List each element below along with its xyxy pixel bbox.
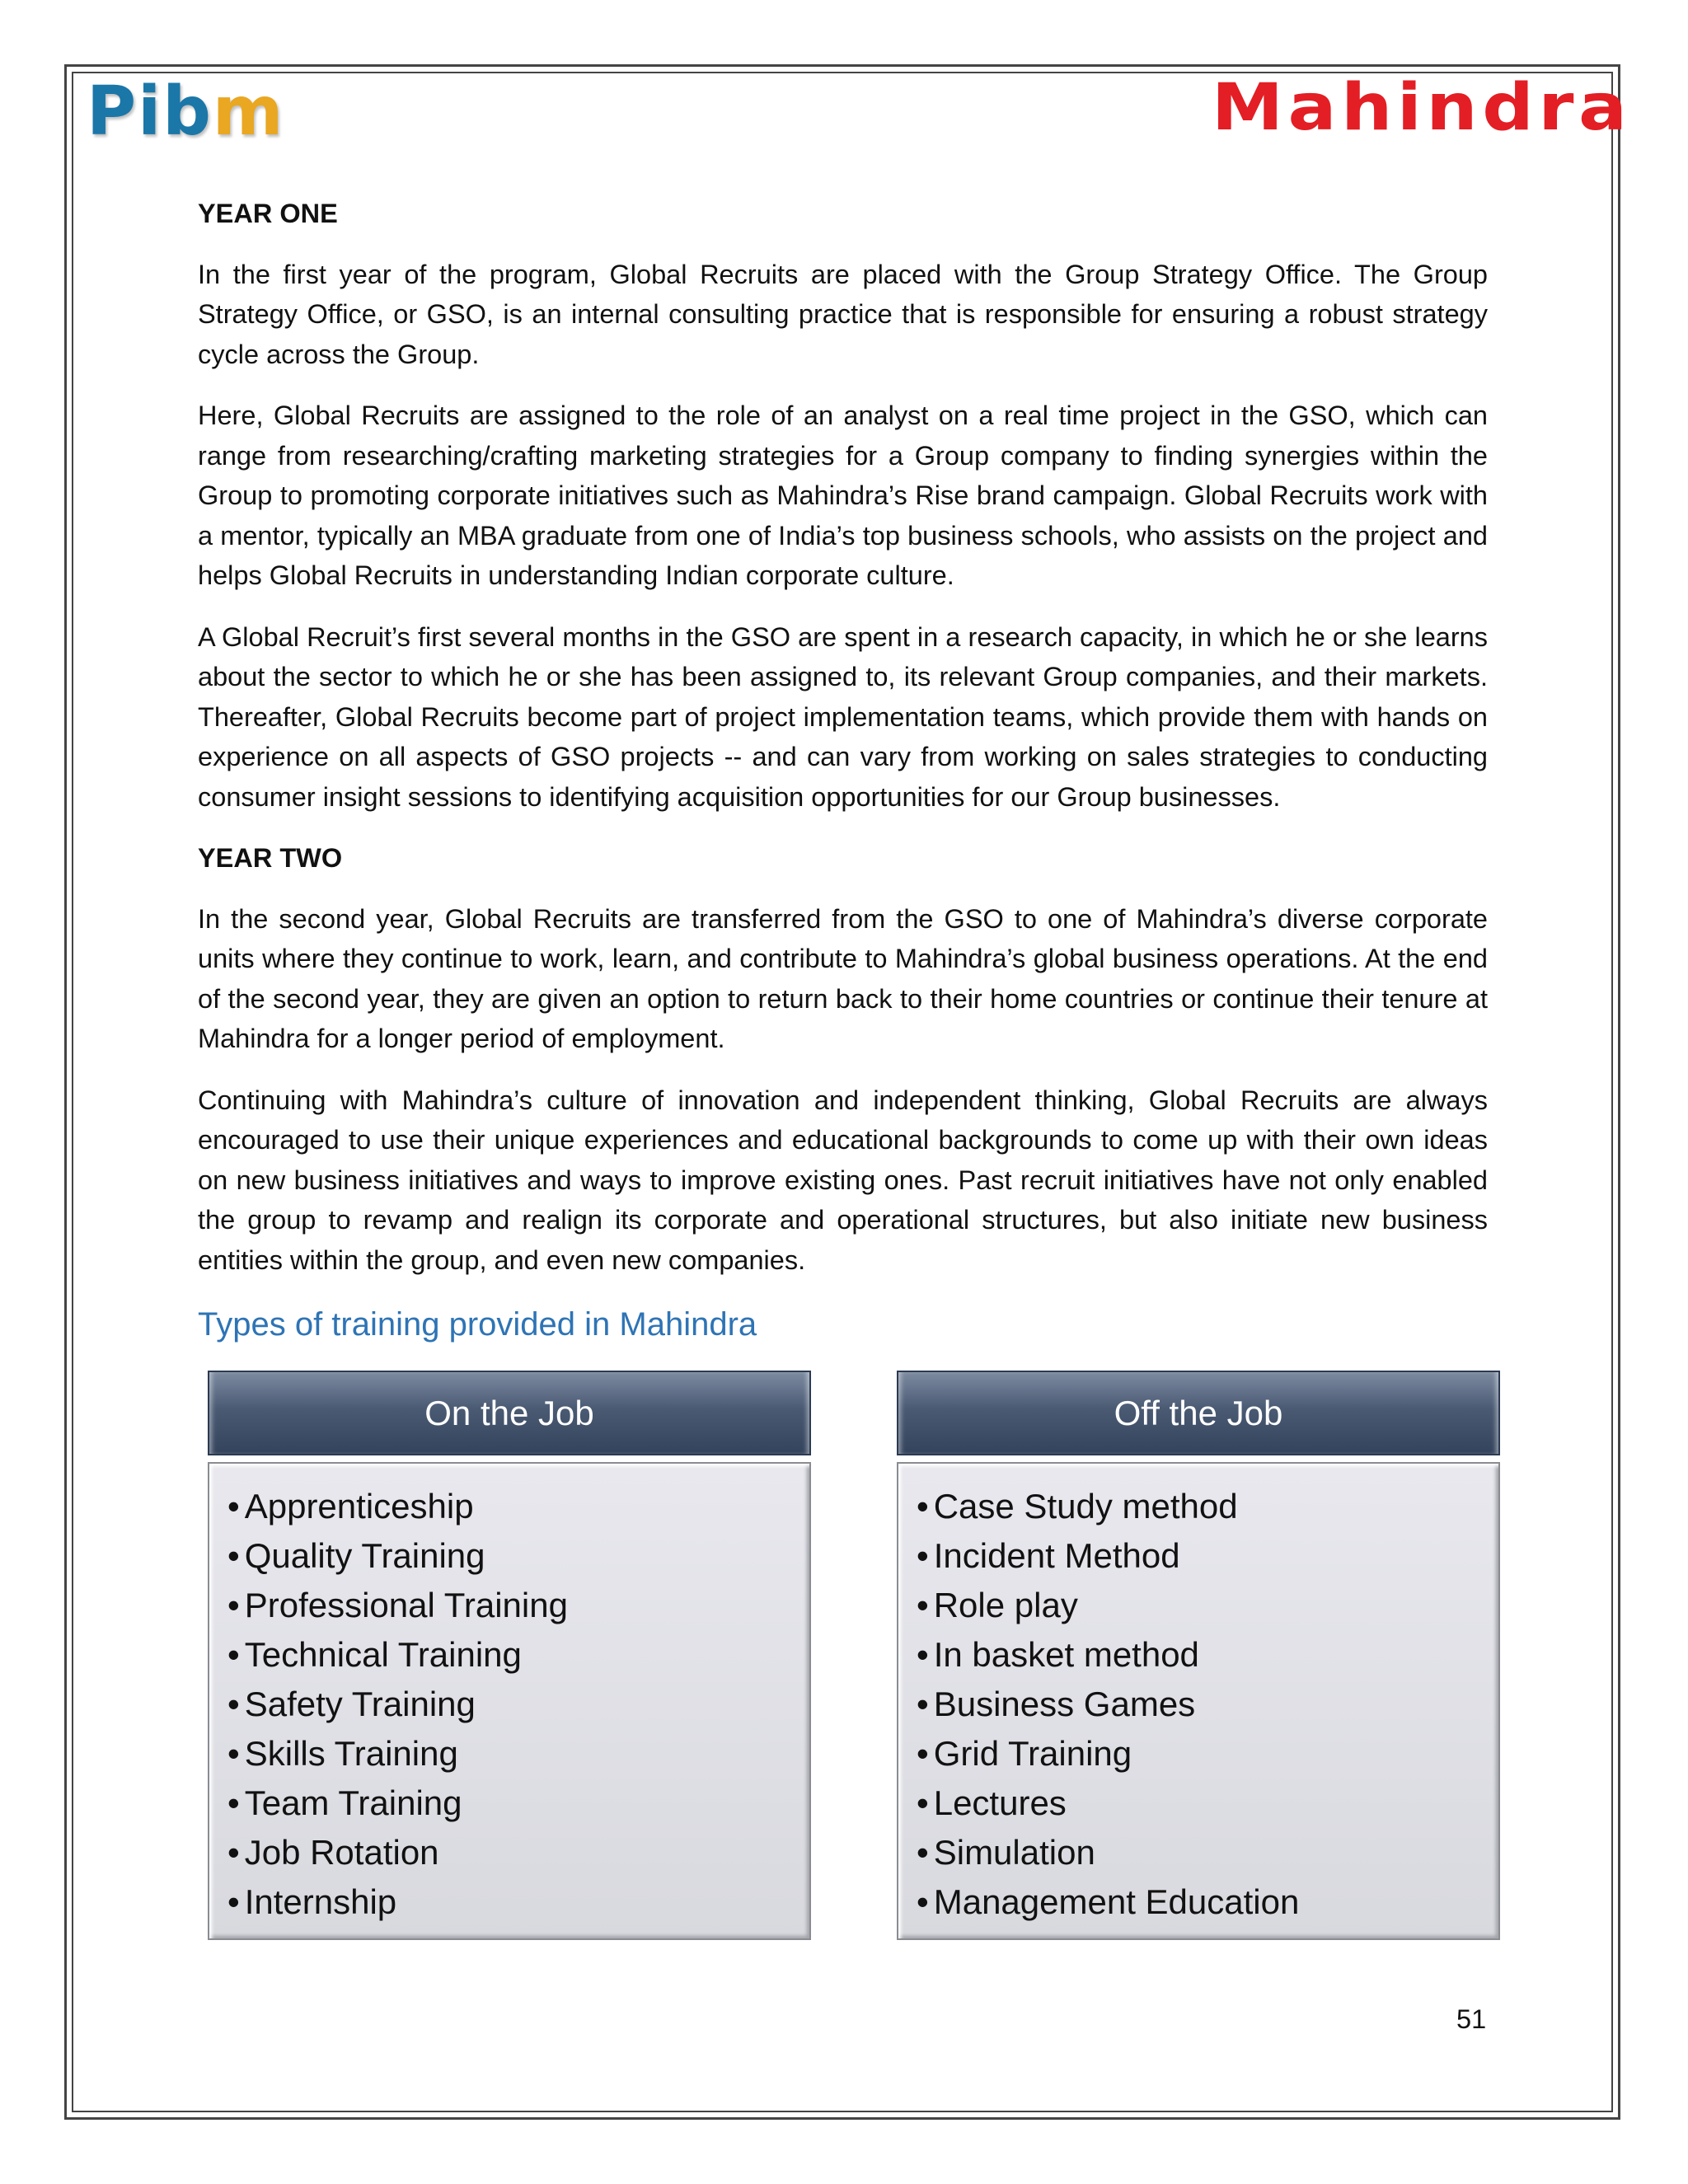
pibm-logo-text-part2: m (212, 73, 285, 151)
list-item: • Technical Training (227, 1635, 522, 1674)
list-item: • Role play (917, 1586, 1078, 1624)
on-the-job-header: On the Job (208, 1371, 811, 1455)
year-one-paragraph-2: Here, Global Recruits are assigned to the role of an analyst on a real time project in the GSO, which can range from researching/crafting marketing strategies for a Group company to finding synergies within the Group to promoting corporate initiatives such as Mahindra’s Rise brand campaign. Global Recruits work with a mentor, typically an MBA graduate from one of India’s top business schools, who assists on the project and helps Global Recruits in understanding Indian corporate culture. (198, 401, 1488, 590)
pibm-logo (87, 73, 285, 151)
on-the-job-box (208, 1371, 811, 1940)
list-item: • Professional Training (227, 1586, 568, 1624)
off-the-job-list (897, 1462, 1500, 1940)
list-item: • Team Training (227, 1783, 462, 1822)
off-the-job-header: Off the Job (897, 1371, 1500, 1455)
list-item: • Management Education (917, 1882, 1300, 1921)
pibm-logo-text-part1: Pib (87, 73, 213, 151)
list-item: • Lectures (917, 1783, 1067, 1822)
list-item: • In basket method (917, 1635, 1199, 1674)
list-item: • Internship (227, 1882, 397, 1921)
year-one-paragraph-3: A Global Recruit’s first several months in the GSO are spent in a research capacity, in which he or she learns about the sector to which he or she has been assigned to, its relevant Group companies, and their markets. Thereafter, Global Recruits become part of project implementation teams, which provide them with hands on experience on all aspects of GSO projects -- and can vary from working on sales strategies to conducting consumer insight sessions to identifying acquisition opportunities for our Group businesses. (198, 621, 1488, 812)
list-item: • Grid Training (917, 1734, 1132, 1773)
year-one-heading: YEAR ONE (198, 199, 338, 228)
year-two-paragraph-1: In the second year, Global Recruits are transferred from the GSO to one of Mahindra’s diverse corporate units where they continue to work, learn, and contribute to Mahindra’s global business operations. At the end of the second year, they are given an option to return back to their home countries or continue their tenure at Mahindra for a longer period of employment. (198, 903, 1488, 1053)
list-item: • Case Study method (917, 1487, 1238, 1526)
year-one-paragraph-1: In the first year of the program, Global Recruits are placed with the Group Strategy Office. The Group Strategy Office, or GSO, is an internal consulting practice that is responsible for ensuring a robust strategy cycle across the Group. (198, 259, 1488, 369)
list-item: • Apprenticeship (227, 1487, 474, 1526)
body-content (198, 194, 1488, 1301)
year-two-paragraph-2: Continuing with Mahindra’s culture of innovation and independent thinking, Global Recruits are always encouraged to use their unique experiences and educational backgrounds to come up with their own ideas on new business initiatives and ways to improve existing ones. Past recruit initiatives have not only enabled the group to revamp and realign its corporate and operational structures, but also initiate new business entities within the group, and even new companies. (198, 1085, 1488, 1275)
training-section-title: Types of training provided in Mahindra (198, 1306, 757, 1343)
list-item: • Skills Training (227, 1734, 458, 1773)
list-item: • Simulation (917, 1833, 1095, 1872)
page-number: 51 (1456, 2004, 1487, 2034)
off-the-job-box (897, 1371, 1500, 1940)
list-item: • Safety Training (227, 1685, 476, 1723)
list-item: • Incident Method (917, 1536, 1180, 1575)
year-two-heading: YEAR TWO (198, 843, 343, 873)
list-item: • Quality Training (227, 1536, 485, 1575)
list-item: • Job Rotation (227, 1833, 439, 1872)
list-item: • Business Games (917, 1685, 1196, 1723)
mahindra-logo: Mahindra (1212, 71, 1632, 145)
on-the-job-list (208, 1462, 811, 1940)
